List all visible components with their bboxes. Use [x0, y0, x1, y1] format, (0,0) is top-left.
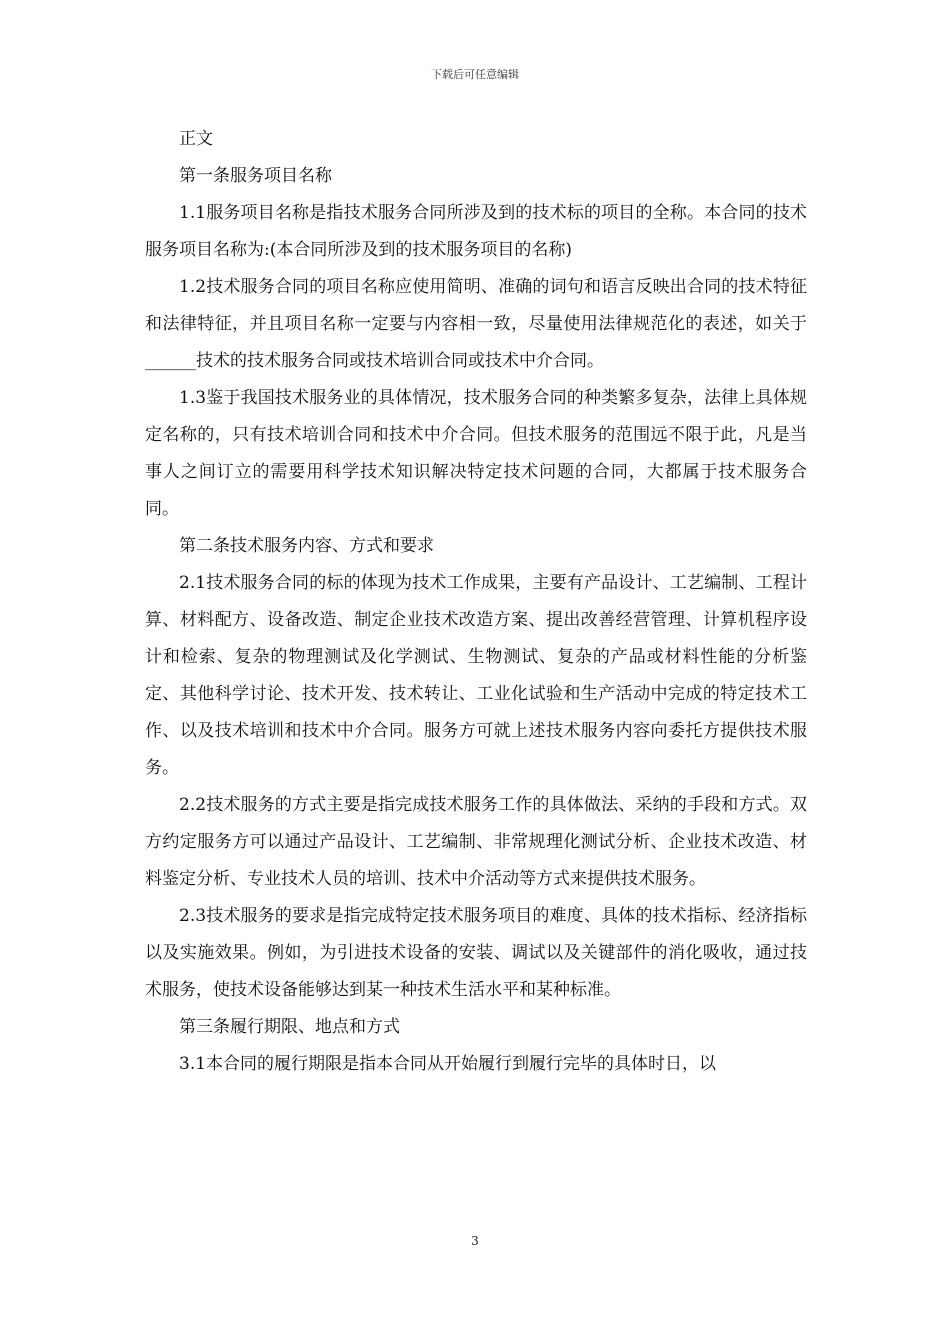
page-header: 下载后可任意编辑 [431, 68, 519, 81]
paragraph: 1.2技术服务合同的项目名称应使用简明、准确的词句和语言反映出合同的技术特征和法律特征，并且项目名称一定要与内容相一致，尽量使用法律规范化的表述，如关于______技术的技术服务合同或技术培训合同或技术中介合同。 [145, 277, 807, 371]
paragraph: 1.1服务项目名称是指技术服务合同所涉及到的技术标的项目的全称。本合同的技术服务项目名称为:(本合同所涉及到的技术服务项目的名称) [145, 203, 807, 260]
paragraph: 1.3鉴于我国技术服务业的具体情况，技术服务合同的种类繁多复杂，法律上具体规定名称的，只有技术培训合同和技术中介合同。但技术服务的范围远不限于此，凡是当事人之间订立的需要用科学技术知识解决特定技术问题的合同，大都属于技术服务合同。 [145, 388, 807, 519]
article-heading: 第三条履行期限、地点和方式 [179, 1017, 400, 1037]
article-heading: 第二条技术服务内容、方式和要求 [179, 536, 434, 556]
paragraph: 2.3技术服务的要求是指完成特定技术服务项目的难度、具体的技术指标、经济指标以及实施效果。例如，为引进技术设备的安装、调试以及关键部件的消化吸收，通过技术服务，使技术设备能够达到某一种技术生活水平和某种标准。 [145, 906, 807, 1000]
paragraph: 2.2技术服务的方式主要是指完成技术服务工作的具体做法、采纳的手段和方式。双方约定服务方可以通过产品设计、工艺编制、非常规理化测试分析、企业技术改造、材料鉴定分析、专业技术人员的培训、技术中介活动等方式来提供技术服务。 [145, 795, 807, 889]
document-body [145, 121, 807, 1083]
page-number: 3 [471, 1234, 479, 1248]
section-label: 正文 [179, 129, 213, 149]
paragraph: 3.1本合同的履行期限是指本合同从开始履行到履行完毕的具体时日，以 [179, 1054, 717, 1074]
article-heading: 第一条服务项目名称 [179, 166, 332, 186]
paragraph: 2.1技术服务合同的标的体现为技术工作成果，主要有产品设计、工艺编制、工程计算、材料配方、设备改造、制定企业技术改造方案、提出改善经营管理、计算机程序设计和检索、复杂的物理测试及化学测试、生物测试、复杂的产品或材料性能的分析鉴定、其他科学讨论、技术开发、技术转让、工业化试验和生产活动中完成的特定技术工作、以及技术培训和技术中介合同。服务方可就上述技术服务内容向委托方提供技术服务。 [145, 573, 807, 778]
